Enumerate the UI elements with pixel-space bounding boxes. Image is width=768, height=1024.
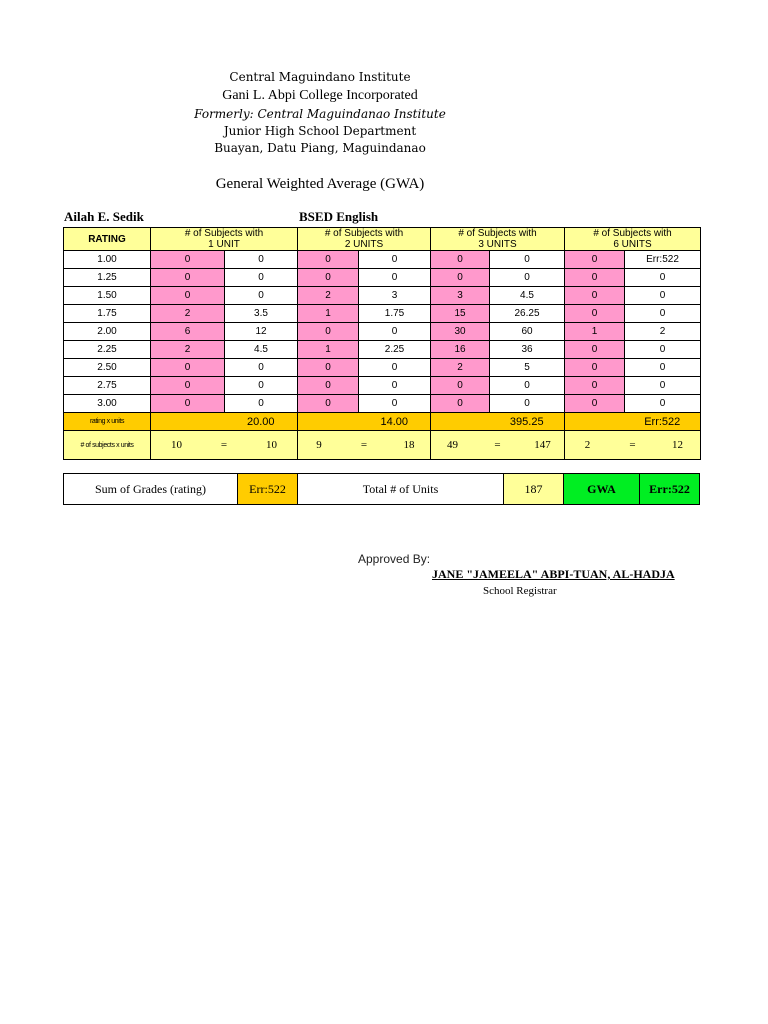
spacer-cell [298, 413, 359, 431]
subject-count: 2 [584, 439, 591, 451]
weighted-value-cell: 60 [490, 323, 565, 341]
group-header-units: 2 UNITS [344, 239, 384, 250]
student-name: Ailah E. Sedik [64, 209, 144, 224]
rating-x-units-row [64, 413, 701, 431]
approved-by-label: Approved By: [358, 552, 431, 566]
subject-count-cell: 0 [565, 251, 625, 269]
subject-count-cell: 0 [151, 395, 225, 413]
group-header-3-units [431, 228, 565, 251]
rating-row [64, 323, 701, 341]
weighted-value-cell: 0 [225, 359, 298, 377]
subject-count-cell: 0 [298, 377, 359, 395]
total-units-value: 187 [504, 474, 564, 505]
weighted-value-cell: 0 [359, 377, 431, 395]
rating-x-units-1: 20.00 [225, 413, 298, 431]
department-name: Junior High School Department [223, 124, 417, 138]
rating-row [64, 269, 701, 287]
summary-row [64, 474, 700, 505]
subject-count-cell: 0 [298, 251, 359, 269]
spacer-cell [431, 413, 490, 431]
weighted-value-cell: 4.5 [225, 341, 298, 359]
college-name: Gani L. Abpi College Incorporated [222, 88, 418, 103]
unit-total: 12 [672, 439, 683, 451]
weighted-value-cell: 0 [225, 395, 298, 413]
subject-count-cell: 16 [431, 341, 490, 359]
subject-count-cell: 2 [298, 287, 359, 305]
rating-value: 2.00 [64, 323, 151, 341]
unit-total: 18 [403, 439, 415, 451]
subject-count-cell: 0 [431, 269, 490, 287]
rating-value: 2.25 [64, 341, 151, 359]
weighted-value-cell: 0 [625, 377, 701, 395]
subject-count: 9 [316, 439, 322, 451]
weighted-value-cell: 36 [490, 341, 565, 359]
group-header-text: # of Subjects with [593, 228, 672, 239]
subject-count-cell: 0 [431, 395, 490, 413]
subject-count-cell: 0 [565, 341, 625, 359]
equals-sign: = [629, 439, 636, 451]
rating-row [64, 377, 701, 395]
weighted-value-cell: 0 [625, 395, 701, 413]
rating-value: 3.00 [64, 395, 151, 413]
group-header-text: # of Subjects with [324, 228, 404, 239]
equals-sign: = [360, 439, 368, 451]
weighted-value-cell: Err:522 [625, 251, 701, 269]
group-header-1-unit [151, 228, 298, 251]
registrar-title: School Registrar [483, 585, 557, 597]
subject-count-cell: 15 [431, 305, 490, 323]
weighted-value-cell: 0 [225, 251, 298, 269]
registrar-name: JANE "JAMEELA" ABPI-TUAN, AL-HADJA [432, 567, 675, 581]
weighted-value-cell: 0 [225, 377, 298, 395]
subject-count-cell: 0 [298, 359, 359, 377]
weighted-value-cell: 0 [625, 287, 701, 305]
group-header-2-units [298, 228, 431, 251]
institute-name: Central Maguindano Institute [229, 70, 411, 84]
subject-count-cell: 0 [565, 305, 625, 323]
subject-count: 49 [447, 439, 458, 451]
weighted-value-cell: 0 [359, 395, 431, 413]
document-title: General Weighted Average (GWA) [215, 176, 425, 192]
weighted-value-cell: 3.5 [225, 305, 298, 323]
weighted-value-cell: 4.5 [490, 287, 565, 305]
subjects-x-units-3 [431, 431, 565, 460]
weighted-value-cell: 1.75 [359, 305, 431, 323]
weighted-value-cell: 0 [490, 269, 565, 287]
student-course: BSED English [299, 209, 379, 224]
former-name: Formerly: Central Maguindanao Institute [194, 107, 446, 121]
weighted-value-cell: 2.25 [359, 341, 431, 359]
subject-count: 10 [171, 439, 182, 451]
subject-count-cell: 2 [151, 305, 225, 323]
subject-count-cell: 0 [151, 377, 225, 395]
subject-count-cell: 1 [298, 341, 359, 359]
subject-count-cell: 0 [151, 287, 225, 305]
subject-count-cell: 0 [565, 287, 625, 305]
rating-row [64, 341, 701, 359]
total-units-label: Total # of Units [298, 474, 504, 505]
group-header-text: # of Subjects with [458, 228, 537, 239]
subject-count-cell: 1 [298, 305, 359, 323]
subjects-x-units-1 [151, 431, 298, 460]
equals-sign: = [494, 439, 501, 451]
group-header-text: # of Subjects with [184, 228, 264, 239]
header-row [64, 228, 701, 251]
weighted-value-cell: 3 [359, 287, 431, 305]
subject-count-cell: 0 [298, 323, 359, 341]
rating-row [64, 395, 701, 413]
equals-sign: = [220, 439, 228, 451]
weighted-value-cell: 0 [359, 251, 431, 269]
weighted-value-cell: 5 [490, 359, 565, 377]
rating-x-units-6: Err:522 [625, 413, 701, 431]
rating-value: 2.75 [64, 377, 151, 395]
subject-count-cell: 0 [565, 269, 625, 287]
group-header-units: 1 UNIT [208, 239, 240, 250]
sum-of-grades-label: Sum of Grades (rating) [64, 474, 238, 505]
weighted-value-cell: 0 [490, 395, 565, 413]
subject-count-cell: 3 [431, 287, 490, 305]
rating-value: 2.50 [64, 359, 151, 377]
group-header-6-units [565, 228, 701, 251]
subject-count-cell: 0 [151, 251, 225, 269]
subjects-x-units-label: # of subjects x units [64, 431, 151, 460]
rating-x-units-2: 14.00 [359, 413, 431, 431]
rating-row [64, 251, 701, 269]
rating-row [64, 359, 701, 377]
weighted-value-cell: 0 [625, 341, 701, 359]
weighted-value-cell: 0 [359, 359, 431, 377]
subject-count-cell: 0 [565, 395, 625, 413]
group-header-units: 3 UNITS [478, 239, 517, 250]
gwa-value: Err:522 [640, 474, 700, 505]
subject-count-cell: 1 [565, 323, 625, 341]
subject-count-cell: 0 [151, 269, 225, 287]
subjects-x-units-row [64, 431, 701, 460]
subject-count-cell: 30 [431, 323, 490, 341]
gwa-table [63, 227, 701, 460]
rating-x-units-label: rating x units [64, 413, 151, 431]
address: Buayan, Datu Piang, Maguindanao [214, 141, 426, 155]
gwa-label: GWA [564, 474, 640, 505]
summary-table [63, 473, 700, 505]
subject-count-cell: 0 [431, 251, 490, 269]
weighted-value-cell: 0 [625, 305, 701, 323]
rating-value: 1.75 [64, 305, 151, 323]
subject-count-cell: 0 [565, 359, 625, 377]
weighted-value-cell: 0 [225, 269, 298, 287]
rating-value: 1.00 [64, 251, 151, 269]
weighted-value-cell: 0 [490, 251, 565, 269]
sum-of-grades-value: Err:522 [238, 474, 298, 505]
rating-value: 1.25 [64, 269, 151, 287]
weighted-value-cell: 26.25 [490, 305, 565, 323]
subject-count-cell: 0 [431, 377, 490, 395]
subject-count-cell: 0 [298, 269, 359, 287]
subject-count-cell: 2 [151, 341, 225, 359]
rating-value: 1.50 [64, 287, 151, 305]
subjects-x-units-2 [298, 431, 431, 460]
unit-total: 10 [266, 439, 277, 451]
subjects-x-units-6 [565, 431, 701, 460]
subject-count-cell: 0 [565, 377, 625, 395]
weighted-value-cell: 0 [490, 377, 565, 395]
subject-count-cell: 2 [431, 359, 490, 377]
weighted-value-cell: 0 [359, 269, 431, 287]
unit-total: 147 [534, 439, 551, 451]
spacer-cell [565, 413, 625, 431]
group-header-units: 6 UNITS [613, 239, 652, 250]
weighted-value-cell: 12 [225, 323, 298, 341]
weighted-value-cell: 2 [625, 323, 701, 341]
rating-row [64, 305, 701, 323]
weighted-value-cell: 0 [625, 269, 701, 287]
weighted-value-cell: 0 [625, 359, 701, 377]
rating-row [64, 287, 701, 305]
subject-count-cell: 6 [151, 323, 225, 341]
rating-header: RATING [64, 228, 151, 251]
spacer-cell [151, 413, 225, 431]
weighted-value-cell: 0 [359, 323, 431, 341]
rating-x-units-3: 395.25 [490, 413, 565, 431]
subject-count-cell: 0 [151, 359, 225, 377]
subject-count-cell: 0 [298, 395, 359, 413]
weighted-value-cell: 0 [225, 287, 298, 305]
